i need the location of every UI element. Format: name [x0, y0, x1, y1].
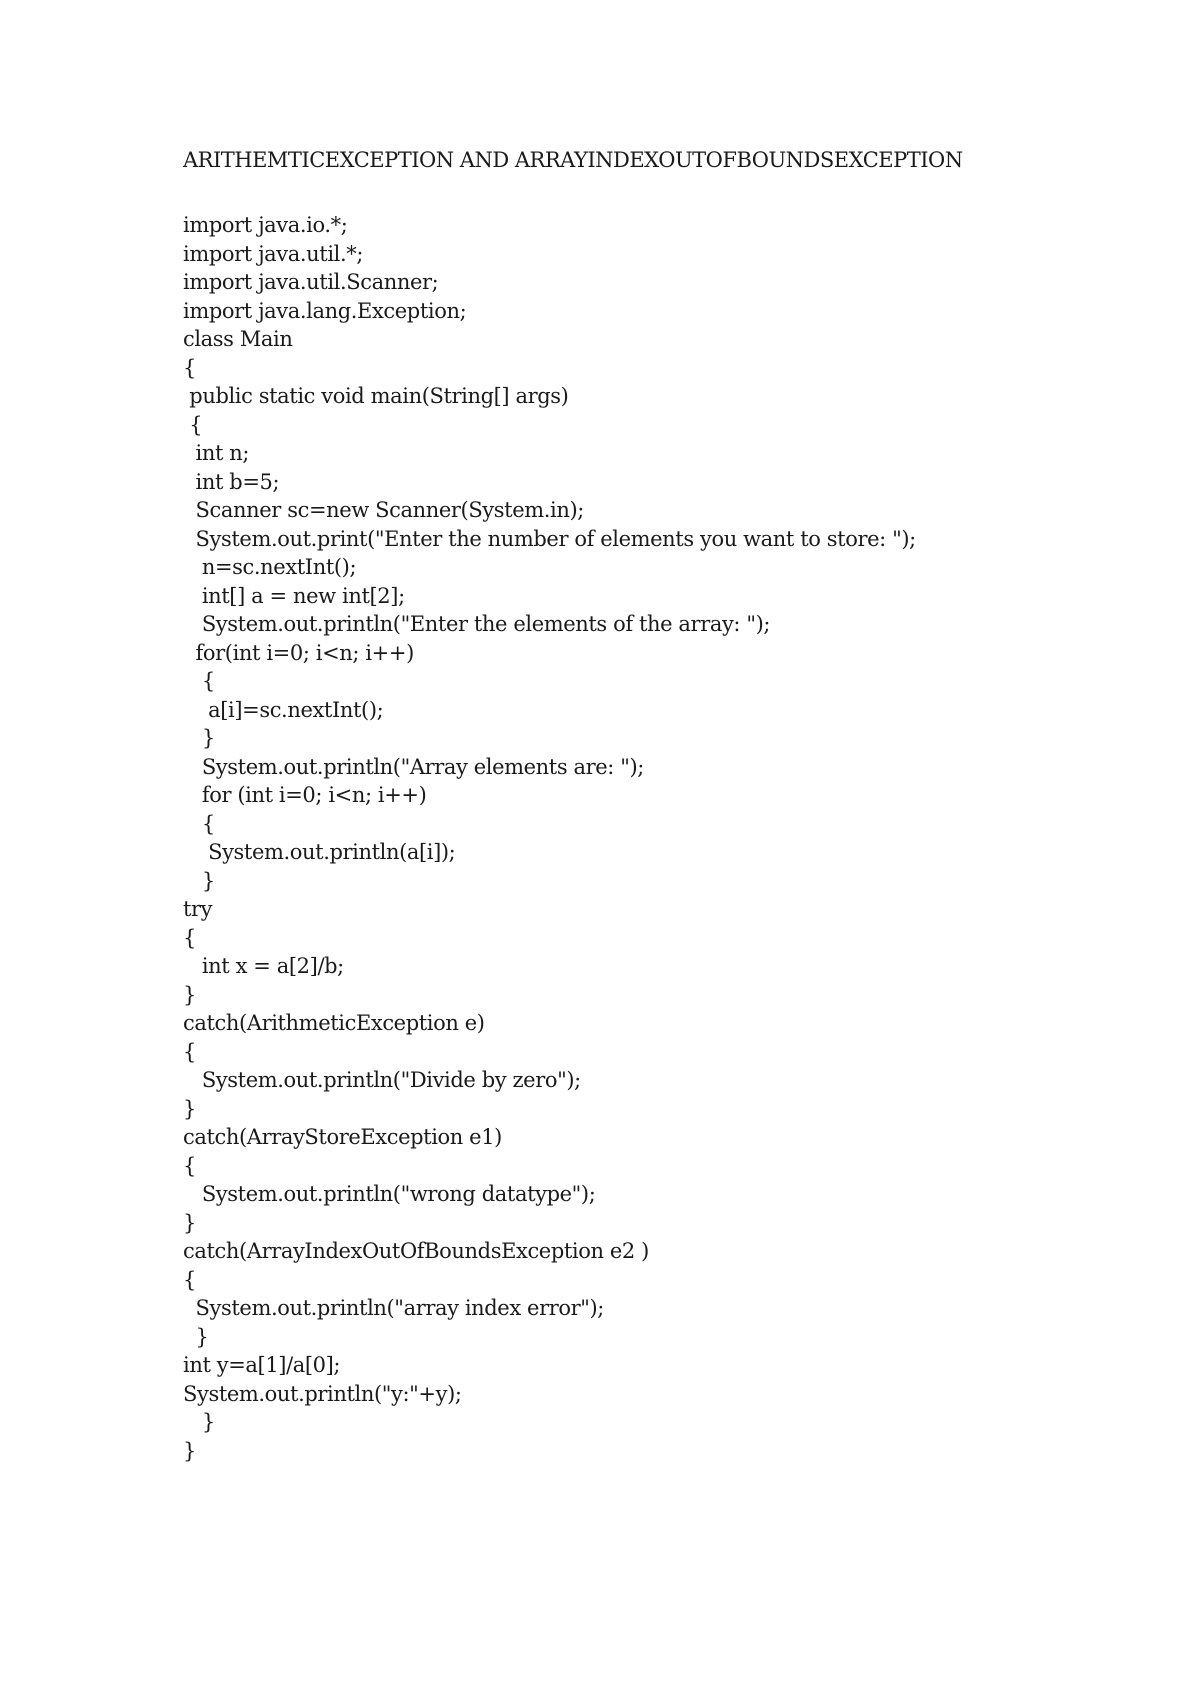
code-line: } [183, 1410, 215, 1434]
code-line: } [183, 1210, 196, 1235]
code-line: { [183, 1153, 196, 1178]
code-line: import java.lang.Exception; [183, 298, 467, 323]
code-line: int b=5; [183, 469, 280, 494]
code-line: try [183, 897, 213, 921]
code-line: import java.util.*; [183, 241, 364, 266]
code-line: } [183, 868, 215, 893]
code-line: { [183, 669, 215, 693]
code-line: for(int i=0; i<n; i++) [183, 640, 414, 665]
code-line: for (int i=0; i<n; i++) [183, 783, 427, 807]
code-line: } [183, 1096, 196, 1121]
code-line: int[] a = new int[2]; [183, 583, 405, 608]
code-line: class Main [183, 327, 293, 351]
code-line: import java.io.*; [183, 213, 348, 237]
code-line: System.out.println("Enter the elements of the array: "); [183, 612, 771, 636]
code-line: { [183, 355, 196, 380]
code-line: System.out.println("array index error"); [183, 1296, 604, 1320]
code-line: } [183, 726, 215, 750]
document-title: ARITHEMTICEXCEPTION AND ARRAYINDEXOUTOFBOUNDSEXCEPTION [183, 148, 963, 172]
code-line: n=sc.nextInt(); [183, 555, 357, 579]
code-line: { [183, 412, 203, 437]
code-line: int x = a[2]/b; [183, 954, 344, 978]
code-line: } [183, 1324, 209, 1349]
code-line: a[i]=sc.nextInt(); [183, 697, 384, 722]
code-line: System.out.println("wrong datatype"); [183, 1182, 596, 1206]
code-line: catch(ArrayStoreException e1) [183, 1125, 502, 1149]
code-line: { [183, 1267, 196, 1292]
code-line: { [183, 925, 196, 950]
code-line: int n; [183, 441, 250, 465]
code-line: catch(ArithmeticException e) [183, 1011, 485, 1035]
code-line: System.out.println("y:"+y); [183, 1381, 462, 1406]
code-line: import java.util.Scanner; [183, 270, 439, 294]
code-line: System.out.println("Array elements are: "); [183, 754, 644, 779]
code-line: } [183, 982, 196, 1007]
code-line: Scanner sc=new Scanner(System.in); [183, 498, 584, 522]
code-line: System.out.println("Divide by zero"); [183, 1068, 581, 1092]
code-line: { [183, 1039, 196, 1064]
code-line: System.out.print("Enter the number of elements you want to store: "); [183, 526, 916, 551]
code-line: public static void main(String[] args) [183, 384, 569, 408]
code-line: } [183, 1438, 196, 1463]
code-line: { [183, 811, 215, 836]
code-line: catch(ArrayIndexOutOfBoundsException e2 ) [183, 1239, 649, 1263]
code-line: System.out.println(a[i]); [183, 840, 456, 864]
code-block [183, 211, 1133, 1465]
code-line: int y=a[1]/a[0]; [183, 1353, 341, 1377]
